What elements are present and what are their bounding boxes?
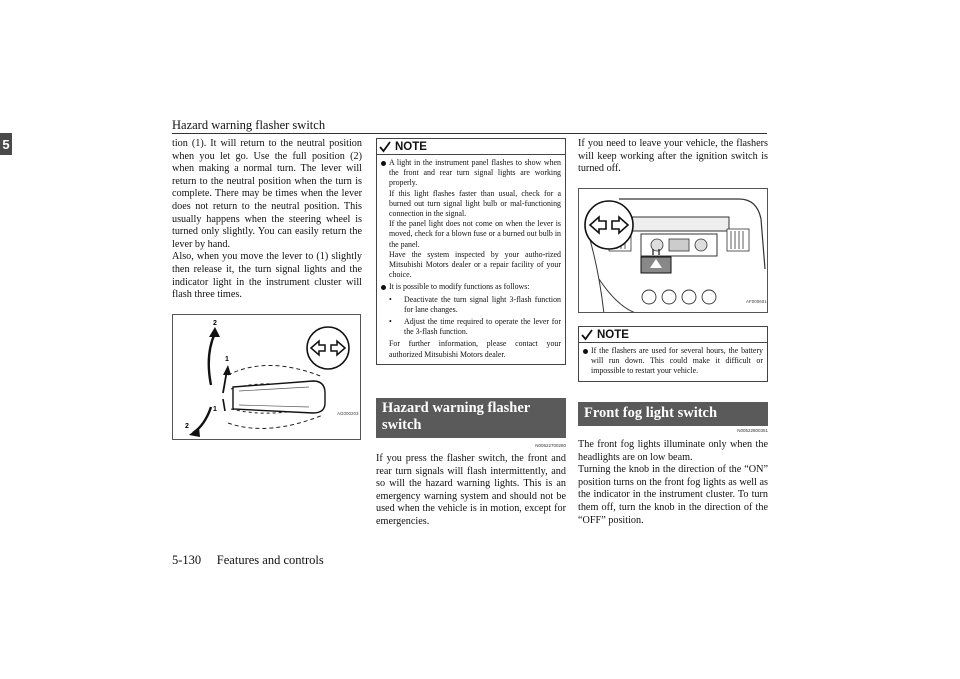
figure-label-2-top: 2	[213, 320, 217, 327]
fog-body	[578, 439, 768, 527]
column-left	[172, 138, 362, 302]
bullet-icon	[381, 161, 386, 166]
section-code-hazard: N00522700280	[535, 443, 566, 448]
figure-code: AG000203	[337, 411, 359, 416]
footer-section: Features and controls	[216, 553, 324, 567]
figure-code: AF000601	[746, 299, 767, 304]
dashboard-hazard-illustration	[579, 189, 768, 313]
bullet-icon	[583, 349, 588, 354]
note-text: If the flashers are used for several hours, the battery will run down. This could make it difficult or impossible to restart your vehicle.	[591, 346, 763, 376]
turn-signal-lever-figure	[172, 314, 361, 440]
figure-label-2-bottom: 2	[185, 423, 189, 430]
note-body	[579, 343, 767, 381]
chapter-tab: 5	[0, 133, 12, 155]
note-bullet	[381, 282, 561, 292]
note-bullet	[381, 158, 561, 280]
header-rule	[172, 133, 767, 134]
hazard-switch-figure	[578, 188, 768, 313]
note-text: If the panel light does not come on when the lever is moved, check for a blown fuse or a burned out bulb in the panel.	[389, 219, 561, 249]
note-body	[377, 155, 565, 364]
note-checkmark-icon	[581, 329, 593, 341]
turn-signal-indicator-icon	[585, 201, 633, 249]
note-title: NOTE	[597, 328, 629, 341]
three-flash-paragraph: Also, when you move the lever to (1) slightly then release it, the turn signal lights and the indicator light in the instrument cluster will flash three times.	[172, 251, 362, 301]
page-header-title: Hazard warning flasher switch	[172, 118, 326, 132]
page-number: 5-130	[172, 553, 202, 567]
note-header	[377, 139, 565, 155]
note-text: If this light flashes faster than usual, check for a burned out turn signal light bulb or mal-functioning connection in the signal.	[389, 188, 561, 219]
note-box-turn-signal	[376, 138, 566, 365]
fog-paragraph: Turning the knob in the direction of the “ON” position turns on the front fog lights as well as the indicator in the instrument cluster. To turn them off, turn the knob in the direction of the “OFF” position.	[578, 464, 768, 526]
note-sub-item	[389, 295, 561, 315]
note-text: It is possible to modify functions as follows:	[389, 282, 530, 292]
note-text: Have the system inspected by your autho-rized Mitsubishi Motors dealer or a repair facility of your choice.	[389, 249, 561, 280]
section-code-fog: N00522800351	[737, 428, 768, 433]
sub-bullet-mark: •	[389, 317, 392, 327]
figure-label-1-top: 1	[225, 356, 229, 363]
note-box-battery	[578, 326, 768, 382]
turn-signal-lever-illustration	[173, 315, 361, 440]
note-header	[579, 327, 767, 343]
note-text: Adjust the time required to operate the lever for the 3-flash function.	[404, 317, 561, 337]
section-heading-fog: Front fog light switch	[578, 402, 768, 426]
figure-label-1-bottom: 1	[213, 406, 217, 413]
note-checkmark-icon	[379, 141, 391, 153]
note-text: For further information, please contact your authorized Mitsubishi Motors dealer.	[389, 339, 561, 359]
turn-signal-indicator-icon	[307, 327, 349, 369]
note-text: A light in the instrument panel flashes to show when the front and rear turn signal lights are working properly.	[389, 158, 561, 188]
bullet-icon	[381, 285, 386, 290]
page-footer	[172, 553, 324, 568]
note-bullet	[583, 346, 763, 377]
note-text: Deactivate the turn signal light 3-flash function for lane changes.	[404, 294, 561, 314]
note-title: NOTE	[395, 140, 427, 153]
section-heading-hazard: Hazard warning flasher switch	[376, 398, 566, 438]
turn-signal-paragraph: tion (1). It will return to the neutral position when you let go. Use the full position (2) when making a normal turn. The lever will return to the neutral position when the turn is complete. There may be times when the lever does not return to the neutral position. This usually happens when the steering wheel is turned only slightly. You can easily return the lever by hand.	[172, 138, 362, 250]
hazard-body: If you press the flasher switch, the front and rear turn signals will flash intermittently, and so will the hazard warning lights. This is an emergency warning system and should not be used when the vehicle is in motion, except for emergencies.	[376, 453, 566, 527]
flasher-intro: If you need to leave your vehicle, the flashers will keep working after the ignition switch is turned off.	[578, 138, 768, 175]
sub-bullet-mark: •	[389, 294, 392, 304]
note-sub-item	[389, 317, 561, 337]
fog-paragraph: The front fog lights illuminate only when the headlights are on low beam.	[578, 439, 768, 463]
